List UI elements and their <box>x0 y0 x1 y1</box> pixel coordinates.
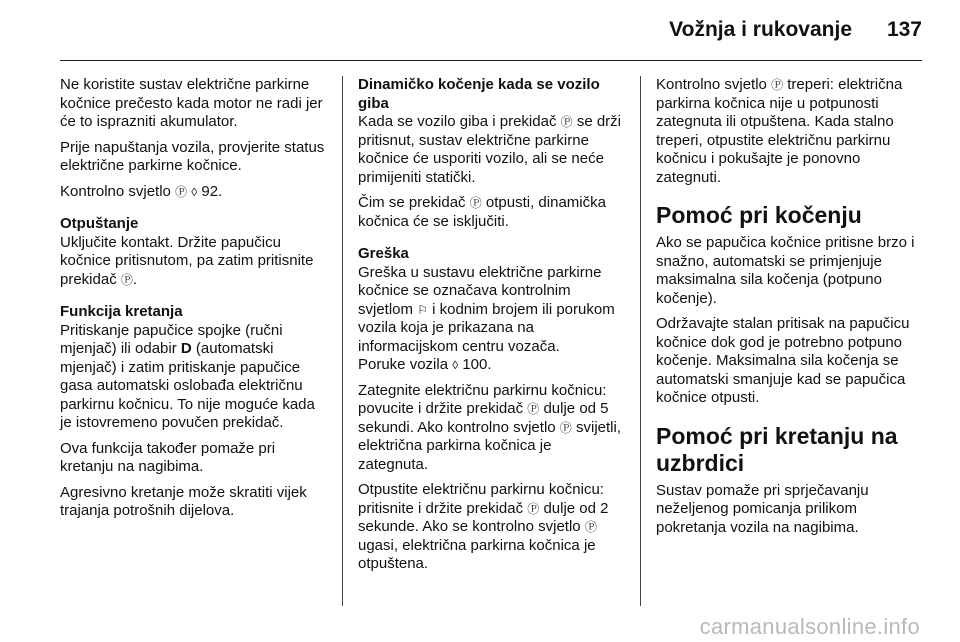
parking-brake-icon: Ⓟ <box>559 420 572 435</box>
parking-brake-icon: Ⓟ <box>771 78 784 92</box>
paragraph: Agresivno kretanje može skratiti vijek trajanja potrošnih dijelova. <box>60 483 307 519</box>
paragraph: Čim se prekidač Ⓟ otpusti, dinamička kočnica će se isključiti. <box>358 194 606 230</box>
parking-brake-icon: Ⓟ <box>120 272 133 287</box>
paragraph: Prije napuštanja vozila, provjerite status električne parkirne kočnice. <box>60 138 325 174</box>
paragraph: Održavajte stalan pritisak na papučicu kočnice dok god je potrebno potpuno kočenje. Maksimalna sila kočenja se automatski smanjuje kad se papučica kočnice otpusti. <box>656 315 910 406</box>
parking-brake-icon: Ⓟ <box>584 520 597 534</box>
section-heading: Otpuštanje <box>60 215 139 232</box>
paragraph: Greška u sustavu električne parkirne kočnice se označava kontrolnim svjetlom ⚐ i kodnim brojem ili porukom vozila koja je prikazana na informacijskom centru vozača. <box>358 263 615 355</box>
watermark: carmanualsonline.info <box>699 614 920 639</box>
paragraph: Sustav pomaže pri sprječavanju neželjenog pomicanja prilikom pokretanja vozila na nagibima. <box>656 481 869 536</box>
gear-letter: D <box>180 340 192 357</box>
paragraph: Ova funkcija također pomaže pri kretanju na nagibima. <box>60 439 276 475</box>
paragraph: Uključite kontakt. Držite papučicu kočnice pritisnutom, pa zatim pritisnite prekidač Ⓟ. <box>60 233 314 288</box>
paragraph: Zategnite električnu parkirnu kočnicu: povucite i držite prekidač Ⓟ dulje od 5 sekundi. Ako kontrolno svjetlo Ⓟ svijetli, električna parkirna kočnica je zategnuta. <box>358 381 621 473</box>
paragraph: Kontrolno svjetlo Ⓟ ◊ 92. <box>60 182 223 200</box>
paragraph: Kontrolno svjetlo Ⓟ treperi: električna parkirna kočnica nije u potpunosti zategnuta ili otpuštena. Kada stalno treperi, otpustite električnu parkirnu kočnicu i pokušajte je ponovno zategnuti. <box>656 76 903 186</box>
column-divider <box>640 76 641 606</box>
parking-brake-icon: Ⓟ <box>527 402 540 416</box>
page-reference-icon: ◊ <box>452 358 459 372</box>
section-heading: Funkcija kretanja <box>60 303 183 320</box>
section-heading: Greška <box>358 245 409 262</box>
paragraph: Kada se vozilo giba i prekidač Ⓟ se drži pritisnut, sustav električne parkirne kočnice će usporiti vozilo, ali se neće primijeniti statički. <box>358 113 621 186</box>
parking-brake-icon: Ⓟ <box>527 501 540 516</box>
column-1 <box>60 76 326 528</box>
column-3 <box>656 76 922 544</box>
paragraph: Pritiskanje papučice spojke (ručni mjenjač) ili odabir D (automatski mjenjač) i zatim pritiskanje papučice gasa automatski oslobađa električnu parkirnu kočnicu. To nije moguće kada je istovremeno povučen prekidač. <box>60 321 315 431</box>
column-divider <box>342 76 343 606</box>
section-title: Pomoć pri kretanju na uzbrdici <box>656 422 898 476</box>
page-number: 137 <box>886 18 922 41</box>
header-rule <box>60 60 922 61</box>
section-heading: Dinamičko kočenje kada se vozilo giba <box>358 76 600 112</box>
paragraph: Poruke vozila ◊ 100. <box>358 356 492 373</box>
parking-brake-icon: Ⓟ <box>560 115 573 129</box>
paragraph: Ako se papučica kočnice pritisne brzo i snažno, automatski se primjenjuje maksimalna sila kočenja (potpuno kočenje). <box>656 234 915 307</box>
paragraph: Otpustite električnu parkirnu kočnicu: pritisnite i držite prekidač Ⓟ dulje od 2 sekunde. Ako se kontrolno svjetlo Ⓟ ugasi, električna parkirna kočnica je otpuštena. <box>358 481 609 572</box>
service-icon: ⚐ <box>417 302 428 317</box>
parking-brake-icon: Ⓟ <box>175 184 188 199</box>
paragraph: Ne koristite sustav električne parkirne kočnice prečesto kada motor ne radi jer će to isprazniti akumulator. <box>60 76 323 130</box>
parking-brake-icon: Ⓟ <box>469 196 482 210</box>
section-title: Pomoć pri kočenju <box>656 202 862 228</box>
column-2 <box>358 76 624 581</box>
page-reference-icon: ◊ <box>191 184 198 199</box>
header-title: Vožnja i rukovanje <box>669 18 852 41</box>
page-header <box>60 0 922 62</box>
